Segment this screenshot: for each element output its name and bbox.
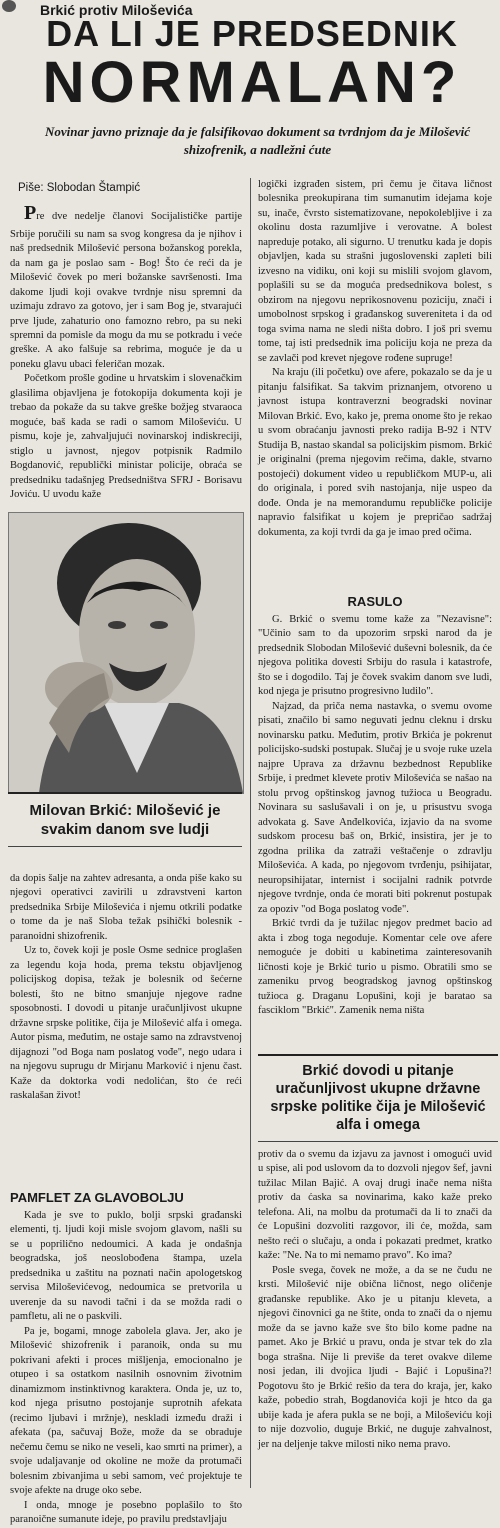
paragraph: G. Brkić o svemu tome kaže za "Nezavisne": "Učinio sam to da upozorim srpski narod da je predsednik Slobodan Milošević duševni bolesnik, da će njegova politika dovesti Srbiju do rasula i katastrofe, što se i dogodilo. Taj je čovek svakim danom sve ludi, kod njega je prisutno progresivno ludilo". — [258, 613, 492, 698]
paragraph: Pa je, bogami, mnoge zabolela glava. Jer, ako je Milošević shizofrenik i paranoik, onda su mu pokrivani afekti i proces mišljenja, emocionalno je otupeo i sa ostatkom nasilnih osnovnim životnim dinamizmom instinktivnog karaktera. Onda je, uz to, kod njega prisutno postojanje suprotnih afekata (recimo ljubavi i mržnje), neskladi između draži i afekata (pa, sačuvaj Bože, može da se obraduje nečemu čemu se niko ne veseli, kao smrti na primer), a svoje udaljavanje od okoline ne može da protumači bolesnim zbivanjima u sebi samom, već projektuje te svoje afekte na druge oko sebe. — [10, 1325, 242, 1497]
paragraph: Pre dve nedelje članovi Socijalističke partije Srbije poručili su nam sa svog kongresa da je njihov i naš predsednik Milošević persona božanskog porekla, da nam ga je poslao sam - Bog! Što će reći da je Milošević čovek po meri božanske savršenosti. Ima dakome ljudi koji ovakve tvrdnje nisu spremni da uzimaju zdravo za gotovo, jer i sam Bog je, stvarajući prve ljude, zahaturio ono famozno rebro, pa su neki spremni da pomisle da mogu da mu se potkradu i veće greške. A ako falšuje sa rebrima, moguće je da u poneku glavu ubaci feleričan mozak. — [10, 202, 242, 370]
paragraph: da dopis šalje na zahtev adresanta, a onda piše kako su njegovi operativci zavirili u zdravstveni karton predsednika Srbije Miloševića i njemu otkrili podatke o tome da je naš Sloba težak psihički bolesnik - paranoidni shizofrenik. — [10, 873, 242, 942]
portrait-photo — [8, 512, 244, 794]
right-column-rasulo — [258, 590, 492, 1050]
byline: Piše: Slobodan Štampić — [18, 182, 141, 194]
subhead-rasulo: RASULO — [347, 594, 403, 609]
paragraph: Brkić tvrdi da je tužilac njegov predmet bacio ad akta i zbog toga negoduje. Komentar cele ove afere nemoguće je dobiti u kabinetima zainteresovanih ličnosti koje je Brkić turio u pismo. Obratili smo se zameniku prvog beogradskog javnog opštinskog tužioca g. Draganu Lopušini, koji je baratao sa fasciklom "Brkić". Zamenik nema ništa — [258, 918, 492, 1017]
paragraph: protiv da o svemu da izjavu za javnost i omogući uvid u spise, ali pod uslovom da to dozvoli njegov šef, javni tužilac Milan Bajić. A ovaj drugi inače nema ništa protiv da ćaska sa novinarima, kako kaže preko telefona. Ali, na molbu da protumači da li to znači da će Lopušini dozvoliti razgovor, ili će, možda, sam nešto reći o slučaju, a onda i pokazati predmet, kratko kaže: "Ne. Na to mi nemamo pravo". Ko ima? — [258, 1149, 492, 1262]
paragraph: I onda, mnoge je posebno poplašilo to što paranoične sumanute ideje, po pravilu predstavljaju — [10, 1499, 242, 1526]
kicker: Brkić protiv Miloševića — [40, 2, 193, 18]
subhead-pamflet: PAMFLET ZA GLAVOBOLJU — [10, 1190, 184, 1205]
photo-caption: Milovan Brkić: Milošević je svakim danom sve ludji — [8, 792, 242, 847]
paragraph: Početkom prošle godine u hrvatskim i slovenačkim glasilima objavljena je fotokopija dokumenta koji je trebao da pokaže da su takve greške božjeg stvaraoca moguće, baš kada se radi o samom Miloševiću. U pismu, koje je, zahvaljujući novinarskoj indiskreciji, stiglo u javnost, njegov potpisnik Radmilo Bogdanović, republički ministar policije, obraća se predsedniku tadašnjeg Predsedništva SFRJ - Borisavu Joviću. U uvodu kaže — [10, 373, 242, 501]
left-column-pamflet — [10, 1186, 242, 1526]
headline-line-1: DA LI JE PREDSEDNIK — [46, 13, 458, 54]
clipping-mark — [2, 0, 16, 12]
deck: Novinar javno priznaje da je falsifikovao dokument sa tvrdnjom da je Milošević shizofrenik, a nadležni ćute — [44, 124, 471, 158]
paragraph: logički izgrađen sistem, pri čemu je čitava ličnost bolesnika preokupirana tim sumanutim idejama koje su, inače, čvrsto sistematizovane, nepokolebljive i za okolinu dosta razumljive i verovatne. A bolest napreduje potako, ali sigurno. U trenutku kada je dopis objavljen, kada su strašni jugoslovenski zapleti bili izvesno na vidiku, oni koji su mislili svojom glavom, poplašili su se da moguća predsednikova bolest, s obzirom na njegovu neprikosnovenu poziciju, znači i umobolnost srpskog i građanskog suvereniteta i da od toga svima nama ne sledi ništa dobro. I još pri svemu tome, taj isti predsednik ima policiju koja ne preza da se zavlači pod krevet njegove rođene supruge! — [258, 179, 492, 364]
headline-line-2: NORMALAN? — [42, 50, 462, 115]
left-column-bottom — [10, 872, 242, 1184]
paragraph: Najzad, da priča nema nastavka, o svemu ovome pisati, značilo bi samo neguvati jednu cleknu i drsku novinarsku patku. Međutim, protiv Brkića je pokrenut policijsko-sudski postupak. Slučaj je u svoje ruke uzela najpre Uprava za državnu bezbednost Republike Srbije, i predmet klevete protiv Miloševića se našao na stolu prvog opštinskog javnog tužioca u Beogradu. Novinara su saslušavali i on je, u prisustvu svoga advokata g. Save Anđelkovića, izjavio da na svome sudskom procesu baš on, Brkić, insistira, jer je to zgodna prilika da zatraži veštačenje o zdravlju Miloševića. A kada, po njegovom tvrđenju, psihijatar, neuropsihijatar, internist i socijalni radnik potvrde njegove tvrdnje, onda će morati biti pokrenut postupak za opoziv "od Boga poslatog vođe". — [258, 700, 492, 915]
paragraph: Na kraju (ili početku) ove afere, pokazalo se da je u pitanju falsifikat. Sa takvim priznanjem, otvoreno u javnost istupa kontraverzni beogradski novinar Milovan Brkić. Evo, kako je, prema onome što je rekao u svom obraćanju javnosti preko radija B-92 i NTV Studija B, nastao skandal sa policijskim pismom. Brkić je originalni (prema njegovim rečima, dakle, stvarno postojeći) dokument video u republičkom MUP-u, ali do originala, i pored svih nastojanja, nije uspeo da dođe. Onda je na memorandumu republičke policije napravio falsifikat u kojem je prepričao sadržaj dokumenta, za koji tvrdi da ga je imao pred očima. — [258, 367, 492, 538]
column-rule — [250, 178, 251, 1488]
right-column-bottom — [258, 1148, 492, 1490]
right-column-top — [258, 178, 492, 588]
paragraph: Kada je sve to puklo, bolji srpski građanski elementi, tj. ljudi koji misle svojom glavom, našli su se u poprilično nedoumici. A kada je ondašnja beogradska, još neoslobođena štampa, uzela predsednika u zaštitu na poznati način apologetskog servisa Miloševićevog, nedoumica se pretvorila u uverenje da su navodi tačni i da se možda radi o pamfletu, ali ne o paskvili. — [10, 1209, 242, 1323]
paragraph: Posle svega, čovek ne može, a da se ne čudu ne krsti. Milošević nije obična ličnost, nego oličenje građanske republike. Ako je u pitanju kleveta, a njegovi činovnici ga ne štite, onda to znači da o njemu može da se javno kaže sve što bilo kome padne na pamet. Ako je Brkić u pravu, onda je stvar tek do zla boga strašna. Nije li previše da teret ovakve dileme nosi jedan, ili dvojica ljudi - Bajić i Lopušina?! Pogotovu što je Brkić rešio da tera do kraja, jer, kako kaže, pobedio strah, Bogdanovića koji je htco da ga ubije kada je afera pukla se ne boji, a Miloševiću koji to nije dozvolio, duguje Brkić, ne duguje zahvalnost, jer na deljenje takve milosti niko nema pravo. — [258, 1264, 492, 1450]
pull-quote: Brkić dovodi u pitanje uračunljivost ukupne državne srpske politike čija je Milošević alfa i omega — [258, 1054, 498, 1142]
left-column-top — [10, 200, 242, 508]
paragraph: Uz to, čovek koji je posle Osme sednice proglašen za legendu koja hoda, prema tekstu objavljenog policijskog dopisa, težak je bolesnik od šećerne bolesti, što ne bitno smanjuje njegove radne sposobnosti. I dovodi u pitanje uračunljivost ukupne državne srpske politike, čija je Milošević alfa i omega. Autor pisma, međutim, ne ostaje samo na zdravstvenoj dijagnozi "od Boga nam poslatog vođe", nego udara i na njegovu suprugu dr Mirjanu Marković i njenu čast. Kaže da doktorka vodi nedolićan, što će reći raskalašan život! — [10, 945, 242, 1102]
portrait-illustration — [9, 513, 243, 793]
headline — [12, 13, 492, 115]
